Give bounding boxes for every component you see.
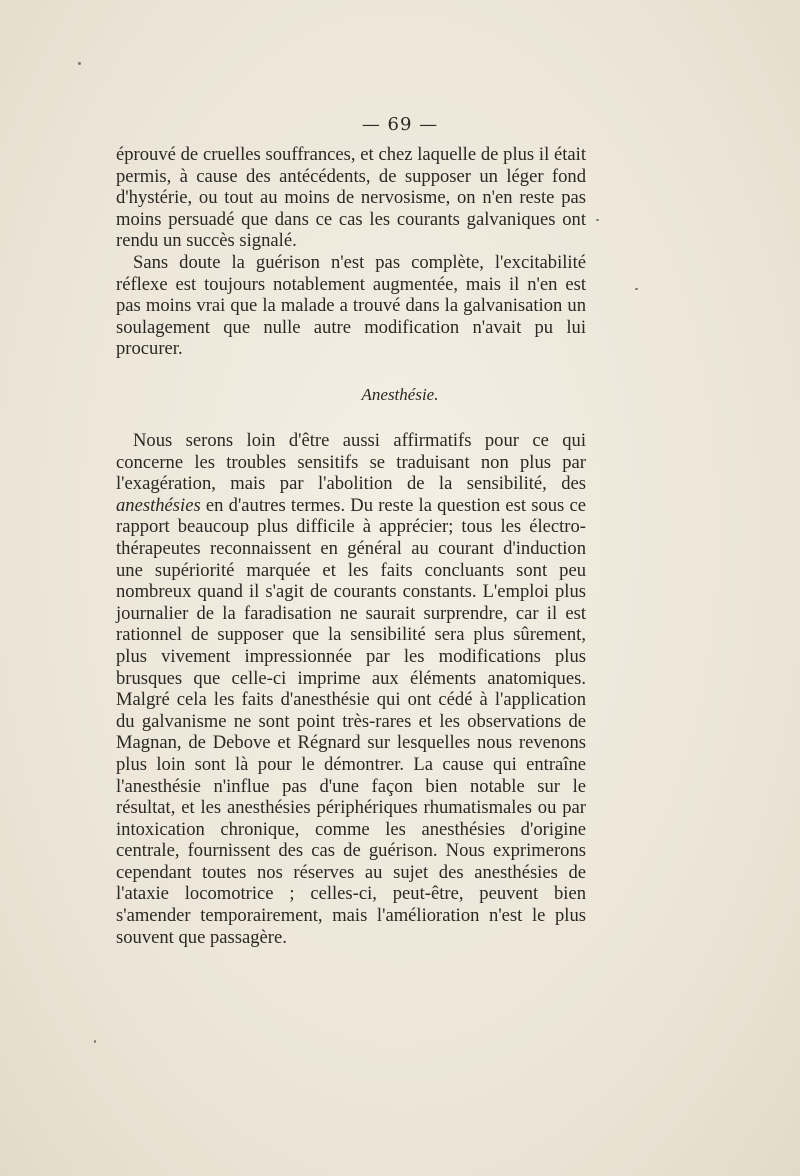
section-heading-anesthesie: Anesthésie. xyxy=(361,385,439,404)
paragraph-nous-serons xyxy=(116,430,586,948)
paper-speck xyxy=(94,1040,96,1043)
paragraph-continued: éprouvé de cruelles souffrances, et chez laquelle de plus il était permis, à cause des antécédents, de supposer un léger fond d'hystérie, ou tout au moins de nervosisme, on n'en reste pas moins persuadé que dans ce cas les courants galvaniques ont rendu un succès signalé. xyxy=(116,144,586,252)
paper-speck xyxy=(78,62,81,65)
paragraph-text-rest: en d'autres termes. Du reste la question est sous ce rapport beaucoup plus difficile à apprécier; tous les électro-thérapeutes reconnaissent en général au courant d'induction une supériorité marquée et les faits concluants sont peu nombreux quand il s'agit de courants constants. L'emploi plus journalier de la faradisation ne saurait surprendre, car il est rationnel de supposer que la sensibilité sera plus sûrement, plus vivement impressionnée par les modifications plus brusques que celle-ci imprime aux éléments anatomiques. Malgré cela les faits d'anesthésie qui ont cédé à l'application du galvanisme ne sont point très-rares et les observations de Magnan, de Debove et Régnard sur lesquelles nous revenons plus loin sont là pour le démontrer. La cause qui entraîne l'anesthésie n'influe pas d'une façon bien notable sur le résultat, et les anesthésies périphériques rhumatismales ou par intoxication chronique, comme les anesthésies d'origine centrale, fournissent des cas de guérison. Nous exprimerons cependant toutes nos réserves au sujet des anesthésies de l'ataxie locomotrice ; celles-ci, peut-être, peuvent bien s'amender temporairement, mais l'amélioration n'est le plus souvent que passagère. xyxy=(116,494,586,948)
italic-term-anesthesies: anesthésies xyxy=(116,494,201,516)
paper-speck xyxy=(596,219,599,221)
paragraph-sans-doute: Sans doute la guérison n'est pas complète, l'excitabilité réflexe est toujours notablement augmentée, mais il n'en est pas moins vrai que la malade a trouvé dans la galvanisation un soulagement que nulle autre modification n'avait pu lui procurer. xyxy=(116,251,586,360)
lower-text-block xyxy=(116,430,586,948)
upper-text-block xyxy=(116,144,586,360)
paper-speck xyxy=(635,288,638,290)
paragraph-text-start: Nous serons loin d'être aussi affirmatifs pour ce qui concerne les troubles sensitifs se traduisant non plus par l'exagération, mais par l'abolition de la sensibilité, des xyxy=(116,430,586,495)
page-number: — 69 — xyxy=(361,114,439,135)
